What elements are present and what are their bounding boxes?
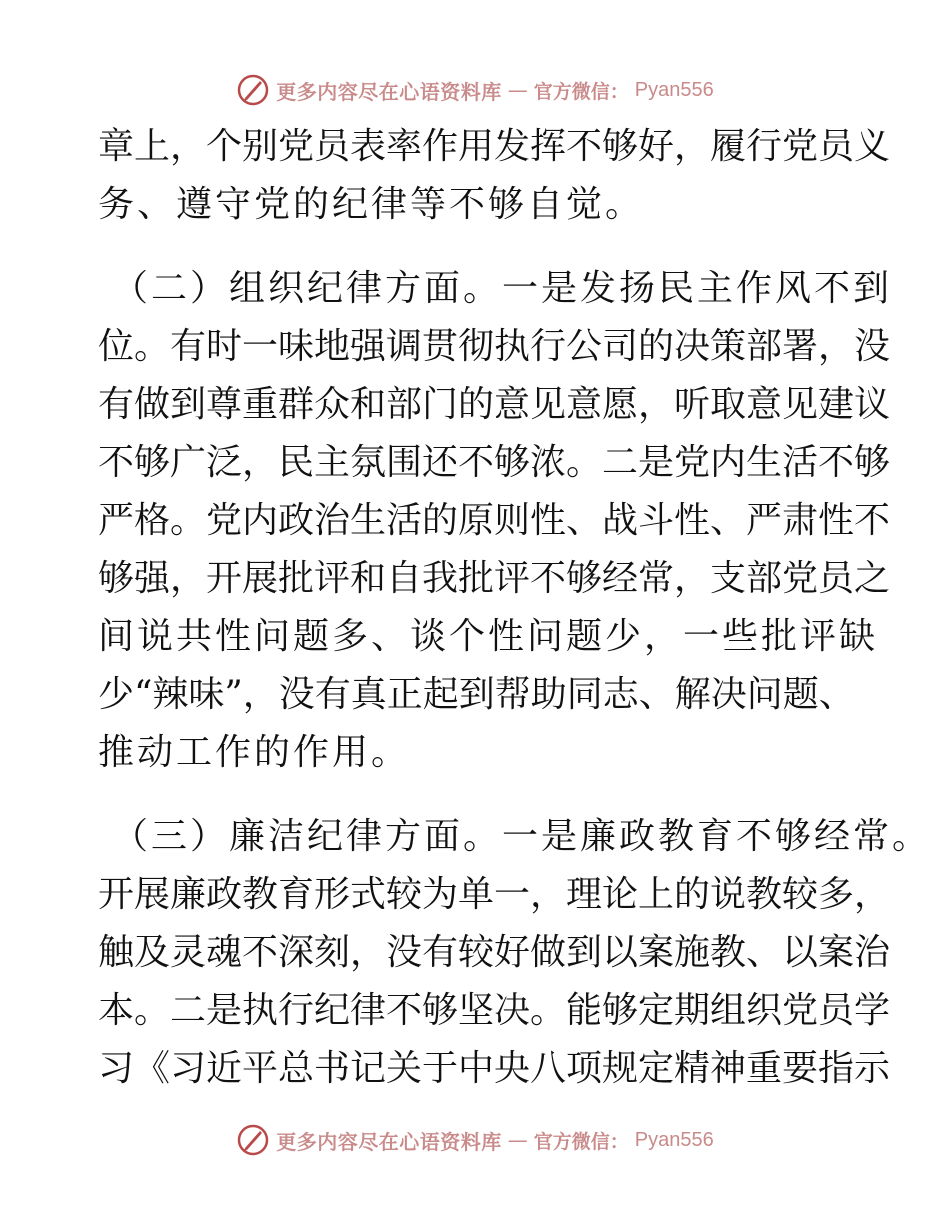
text-line: 本。二是执行纪律不够坚决。能够定期组织党员学 <box>98 990 891 1031</box>
paragraph-1 <box>98 118 891 234</box>
text-line: 开展廉政教育形式较为单一，理论上的说教较多， <box>98 874 891 915</box>
feather-logo-icon <box>236 1123 270 1157</box>
text-line: （二）组织纪律方面。一是发扬民主作风不到 <box>112 268 893 309</box>
text-line: 不够广泛，民主氛围还不够浓。二是党内生活不够 <box>98 442 891 483</box>
watermark-main-text: 更多内容尽在心语资料库 <box>276 79 502 104</box>
text-line: （三）廉洁纪律方面。一是廉政教育不够经常。 <box>112 816 932 857</box>
text-line: 务、遵守党的纪律等不够自觉。 <box>98 184 645 225</box>
watermark-label: 官方微信： <box>533 1130 629 1153</box>
text-line: 有做到尊重群众和部门的意见意愿，听取意见建议 <box>98 384 891 425</box>
text-line: 位。有时一味地强调贯彻执行公司的决策部署，没 <box>98 326 891 367</box>
text-line: 少“辣味”，没有真正起到帮助同志、解决问题、 <box>98 674 855 715</box>
footer-watermark <box>0 1118 950 1162</box>
text-line: 严格。党内政治生活的原则性、战斗性、严肃性不 <box>98 500 891 541</box>
watermark-separator: — <box>507 1128 528 1152</box>
text-line: 习《习近平总书记关于中央八项规定精神重要指示 <box>98 1048 891 1089</box>
paragraph-2 <box>98 260 893 782</box>
feather-logo-icon <box>236 73 270 107</box>
text-line: 触及灵魂不深刻，没有较好做到以案施教、以案治 <box>98 932 891 973</box>
watermark-main-text: 更多内容尽在心语资料库 <box>276 1129 502 1154</box>
header-watermark <box>0 68 950 112</box>
text-line: 够强，开展批评和自我批评不够经常，支部党员之 <box>98 558 891 599</box>
watermark-wechat-id: Pyan556 <box>634 1128 714 1151</box>
text-line: 章上，个别党员表率作用发挥不够好，履行党员义 <box>98 126 891 167</box>
document-body <box>98 118 932 1098</box>
paragraph-3 <box>98 808 932 1098</box>
watermark-separator: — <box>507 78 528 102</box>
text-line: 推动工作的作用。 <box>98 732 411 773</box>
watermark-label: 官方微信： <box>533 80 629 103</box>
watermark-wechat-id: Pyan556 <box>634 78 714 101</box>
text-line: 间说共性问题多、谈个性问题少，一些批评缺 <box>98 616 879 657</box>
